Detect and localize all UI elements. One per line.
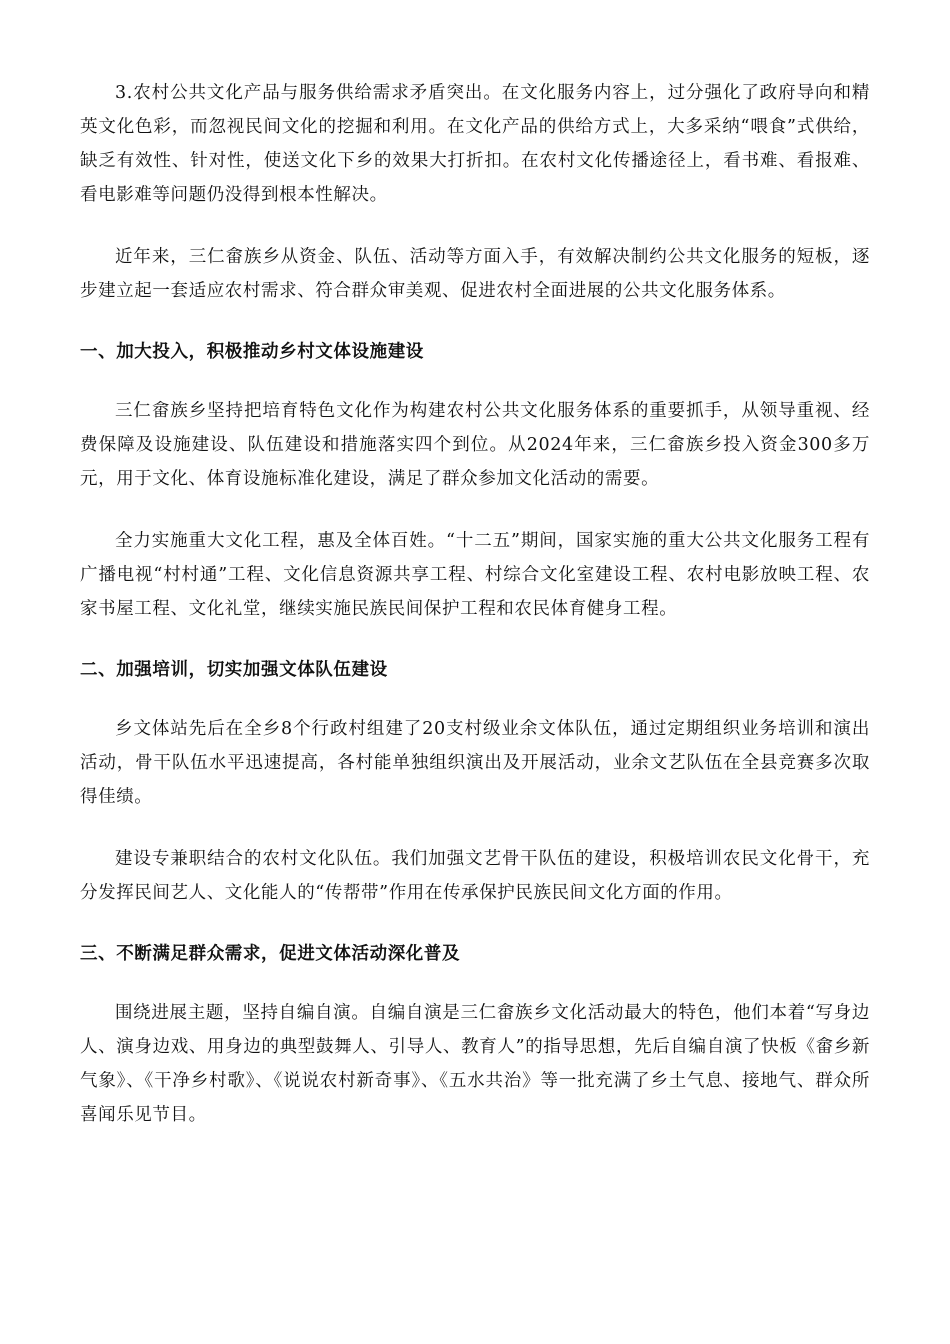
section-heading-2: 二、加强培训，切实加强文体队伍建设: [80, 660, 388, 680]
paragraph-teams: 乡文体站先后在全乡8个行政村组建了20支村级业余文体队伍，通过定期组织业务培训和演出活动，骨干队伍水平迅速提高，各村能单独组织演出及开展活动，业余文艺队伍在全县竞赛多次取得佳绩。: [80, 719, 870, 807]
paragraph-investment: 三仁畲族乡坚持把培育特色文化作为构建农村公共文化服务体系的重要抓手，从领导重视、经费保障及设施建设、队伍建设和措施落实四个到位。从2024年来，三仁畲族乡投入资金300多万元，用于文化、体育设施标准化建设，满足了群众参加文化活动的需要。: [80, 401, 870, 489]
paragraph-major-projects: 全力实施重大文化工程，惠及全体百姓。“十二五”期间，国家实施的重大公共文化服务工程有广播电视“村村通”工程、文化信息资源共享工程、村综合文化室建设工程、农村电影放映工程、农家书屋工程、文化礼堂，继续实施民族民间保护工程和农民体育健身工程。: [80, 531, 870, 619]
paragraph-self-produced: 围绕进展主题，坚持自编自演。自编自演是三仁畲族乡文化活动最大的特色，他们本着“写身边人、演身边戏、用身边的典型鼓舞人、引导人、教育人”的指导思想，先后自编自演了快板《畲乡新气象》、《干净乡村歌》、《说说农村新奇事》、《五水共治》等一批充满了乡土气息、接地气、群众所喜闻乐见节目。: [80, 1003, 870, 1125]
paragraph-cultural-staff: 建设专兼职结合的农村文化队伍。我们加强文艺骨干队伍的建设，积极培训农民文化骨干，充分发挥民间艺人、文化能人的“传帮带”作用在传承保护民族民间文化方面的作用。: [80, 849, 870, 903]
paragraph-supply-demand: 3.农村公共文化产品与服务供给需求矛盾突出。在文化服务内容上，过分强化了政府导向和精英文化色彩，而忽视民间文化的挖掘和利用。在文化产品的供给方式上，大多采纳“喂食”式供给，缺乏有效性、针对性，使送文化下乡的效果大打折扣。在农村文化传播途径上，看书难、看报难、看电影难等问题仍没得到根本性解决。: [80, 83, 870, 205]
document-page: [80, 76, 870, 1160]
paragraph-intro: 近年来，三仁畲族乡从资金、队伍、活动等方面入手，有效解决制约公共文化服务的短板，逐步建立起一套适应农村需求、符合群众审美观、促进农村全面进展的公共文化服务体系。: [80, 247, 870, 301]
section-heading-1: 一、加大投入，积极推动乡村文体设施建设: [80, 342, 424, 362]
section-heading-3: 三、不断满足群众需求，促进文体活动深化普及: [80, 944, 461, 964]
